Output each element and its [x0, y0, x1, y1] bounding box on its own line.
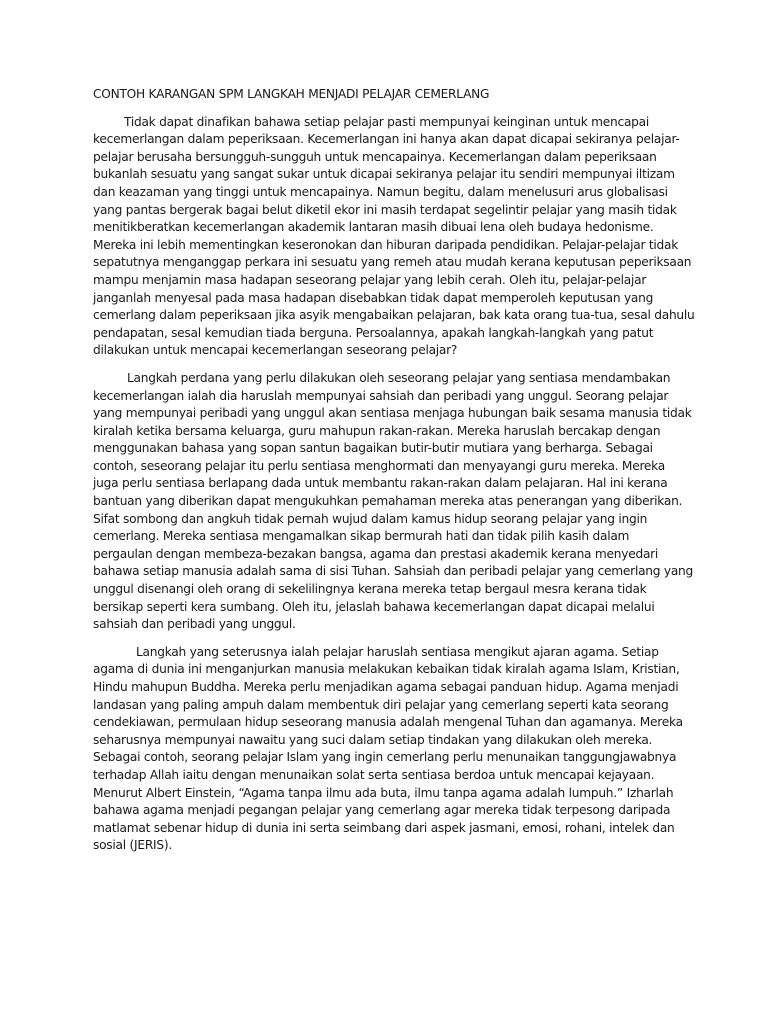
paragraph-line: cemerlang. Mereka sentiasa mengamalkan sikap bermurah hati dan tidak pilih kasih dalam — [93, 529, 630, 544]
paragraph-line: pergaulan dengan membeza-bezakan bangsa, agama dan prestasi akademik kerana menyedari — [93, 546, 659, 561]
paragraph-line: Menurut Albert Einstein, “Agama tanpa ilmu ada buta, ilmu tanpa agama adalah lumpuh.” Izharlah — [93, 785, 674, 800]
paragraph-line: sahsiah dan peribadi yang unggul. — [93, 617, 296, 632]
paragraph-line: sosial (JERIS). — [93, 838, 172, 853]
paragraph-line: kecemerlangan ialah dia haruslah mempunyai sahsiah dan peribadi yang unggul. Seorang pelajar — [93, 388, 669, 403]
paragraph-line: menitikberatkan kecemerlangan akademik lantaran masih dibuai lena oleh budaya hedonisme. — [93, 220, 654, 235]
paragraph-line: Langkah perdana yang perlu dilakukan oleh seseorang pelajar yang sentiasa mendambakan — [127, 370, 671, 385]
paragraph-3 — [93, 644, 683, 855]
paragraph-line: bantuan yang diberikan dapat mengukuhkan pemahaman mereka atas penerangan yang diberikan. — [93, 494, 683, 509]
paragraph-line: terhadap Allah iaitu dengan menunaikan solat serta sentiasa berdoa untuk mencapai kejayaan. — [93, 767, 655, 782]
paragraph-line: bersikap seperti kera sumbang. Oleh itu, jelaslah bahawa kecemerlangan dapat dicapai melalui — [93, 599, 655, 614]
document-title: CONTOH KARANGAN SPM LANGKAH MENJADI PELAJAR CEMERLANG — [93, 87, 490, 101]
paragraph-2 — [93, 370, 694, 634]
paragraph-line: mampu menjamin masa hadapan seseorang pelajar yang lebih cerah. Oleh itu, pelajar-pelajar — [93, 272, 647, 287]
paragraph-line: kiralah ketika bersama keluarga, guru mahupun rakan-rakan. Mereka haruslah bercakap dengan — [93, 423, 661, 438]
paragraph-line: juga perlu sentiasa berlapang dada untuk membantu rakan-rakan dalam pelajaran. Hal ini kerana — [93, 476, 668, 491]
paragraph-line: cendekiawan, permulaan hidup seseorang manusia adalah mengenal Tuhan dan agamanya. Mereka — [93, 715, 683, 730]
paragraph-line: janganlah menyesal pada masa hadapan disebabkan tidak dapat memperoleh keputusan yang — [93, 290, 654, 305]
paragraph-line: cemerlang dalam peperiksaan jika asyik mengabaikan pelajaran, bak kata orang tua-tua, sesal dahulu — [93, 308, 695, 323]
paragraph-line: sepatutnya menganggap perkara ini sesuatu yang remeh atau mudah kerana keputusan peperiksaan — [93, 255, 692, 270]
paragraph-line: bukanlah sesuatu yang sangat sukar untuk dicapai sekiranya pelajar itu sendiri mempunyai iltizam — [93, 167, 675, 182]
paragraph-line: Langkah yang seterusnya ialah pelajar haruslah sentiasa mengikut ajaran agama. Setiap — [136, 644, 659, 659]
paragraph-line: matlamat sebenar hidup di dunia ini serta seimbang dari aspek jasmani, emosi, rohani, intelek dan — [93, 820, 675, 835]
paragraph-line: dan keazaman yang tinggi untuk mencapainya. Namun begitu, dalam menelusuri arus globalisasi — [93, 184, 668, 199]
paragraph-line: kecemerlangan dalam peperiksaan. Kecemerlangan ini hanya akan dapat dicapai sekiranya pelajar- — [93, 132, 680, 147]
paragraph-line: Hindu mahupun Buddha. Mereka perlu menjadikan agama sebagai panduan hidup. Agama menjadi — [93, 680, 679, 694]
paragraph-line: seharusnya mempunyai nawaitu yang suci dalam setiap tindakan yang dilakukan oleh mereka. — [93, 732, 653, 747]
paragraph-line: yang mempunyai peribadi yang unggul akan sentiasa menjaga hubungan baik sesama manusia tidak — [93, 406, 692, 421]
paragraph-line: Sifat sombong dan angkuh tidak pernah wujud dalam kamus hidup seorang pelajar yang ingin — [93, 511, 648, 526]
paragraph-line: yang pantas bergerak bagai belut diketil ekor ini masih terdapat segelintir pelajar yang masih tidak — [93, 202, 677, 217]
paragraph-line: Mereka ini lebih mementingkan keseronokan dan hiburan daripada pendidikan. Pelajar-pelajar tidak — [93, 237, 679, 252]
paragraph-line: agama di dunia ini menganjurkan manusia melakukan kebaikan tidak kiralah agama Islam, Kristian, — [93, 662, 680, 677]
paragraph-line: Sebagai contoh, seorang pelajar Islam yang ingin cemerlang perlu menunaikan tanggungjawabnya — [93, 750, 677, 765]
paragraph-line: bahawa agama menjadi pegangan pelajar yang cemerlang agar mereka tidak terpesong daripada — [93, 803, 671, 818]
paragraph-line: unggul disenangi oleh orang di sekelilingnya kerana mereka tetap bergaul mesra kerana tidak — [93, 582, 647, 597]
paragraph-line: landasan yang paling ampuh dalam membentuk diri pelajar yang cemerlang seperti kata seorang — [93, 697, 669, 712]
paragraph-line: menggunakan bahasa yang sopan santun bagaikan butir-butir mutiara yang berharga. Sebagai — [93, 441, 653, 456]
paragraph-line: Tidak dapat dinafikan bahawa setiap pelajar pasti mempunyai keinginan untuk mencapai — [124, 114, 650, 129]
paragraph-line: bahawa setiap manusia adalah sama di sisi Tuhan. Sahsiah dan peribadi pelajar yang cemerlang yang — [93, 564, 694, 579]
paragraph-1 — [93, 114, 695, 360]
paragraph-line: pendapatan, sesal kemudian tiada berguna. Persoalannya, apakah langkah-langkah yang patut — [93, 325, 654, 340]
paragraph-line: contoh, seseorang pelajar itu perlu sentiasa menghormati dan menyayangi guru mereka. Mereka — [93, 458, 665, 473]
document-body — [93, 86, 695, 865]
paragraph-line: pelajar berusaha bersungguh-sungguh untuk mencapainya. Kecemerlangan dalam peperiksaan — [93, 149, 657, 164]
paragraph-line: dilakukan untuk mencapai kecemerlangan seseorang pelajar? — [93, 343, 458, 358]
